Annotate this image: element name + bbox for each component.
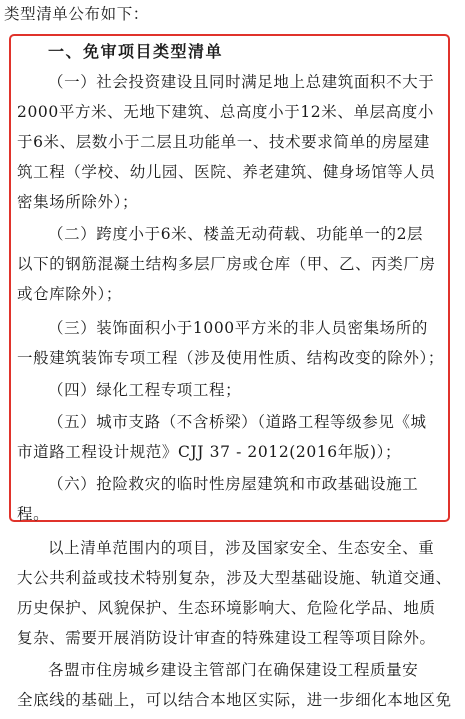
- item-line: 2000平方米、无地下建筑、总高度小于12米、单层高度小: [17, 103, 434, 121]
- intro-text: 类型清单公布如下：: [4, 5, 149, 23]
- paragraph-line: 大公共利益或技术特别复杂，涉及大型基础设施、轨道交通、: [17, 569, 452, 587]
- item-line: 市道路工程设计规范》CJJ 37 - 2012(2016年版)）；: [17, 443, 402, 461]
- paragraph-line: 复杂、需要开展消防设计审查的特殊建设工程等项目除外。: [17, 629, 436, 647]
- item-line: 程。: [17, 505, 50, 523]
- paragraph-line: 各盟市住房城乡建设主管部门在确保建设工程质量安: [48, 661, 419, 679]
- paragraph-line: 全底线的基础上，可以结合本地区实际，进一步细化本地区免: [17, 691, 452, 709]
- item-line: 一般建筑装饰专项工程（涉及使用性质、结构改变的除外）；: [17, 349, 444, 367]
- item-line: （三）装饰面积小于1000平方米的非人员密集场所的: [48, 319, 428, 337]
- item-line: （二）跨度小于6米、楼盖无动荷载、功能单一的2层: [48, 225, 424, 243]
- item-line: （六）抢险救灾的临时性房屋建筑和市政基础设施工: [48, 475, 419, 493]
- item-line: 或仓库除外）；: [17, 285, 122, 303]
- paragraph-line: 以上清单范围内的项目，涉及国家安全、生态安全、重: [48, 539, 435, 557]
- item-line: （一）社会投资建设且同时满足地上总建筑面积不大于: [48, 73, 435, 91]
- item-line: 筑工程（学校、幼儿园、医院、养老建筑、健身场馆等人员: [17, 163, 436, 181]
- item-line: 密集场所除外）；: [17, 193, 139, 211]
- item-line: 于6米、层数小于二层且功能单一、技术要求简单的房屋建: [17, 133, 430, 151]
- item-line: 以下的钢筋混凝土结构多层厂房或仓库（甲、乙、丙类厂房: [17, 255, 436, 273]
- paragraph-line: 历史保护、风貌保护、生态环境影响大、危险化学品、地质: [17, 599, 436, 617]
- item-line: （五）城市支路（不含桥梁）（道路工程等级参见《城: [48, 413, 427, 431]
- section-title: 一、免审项目类型清单: [48, 42, 224, 61]
- item-line: （四）绿化工程专项工程；: [48, 381, 242, 399]
